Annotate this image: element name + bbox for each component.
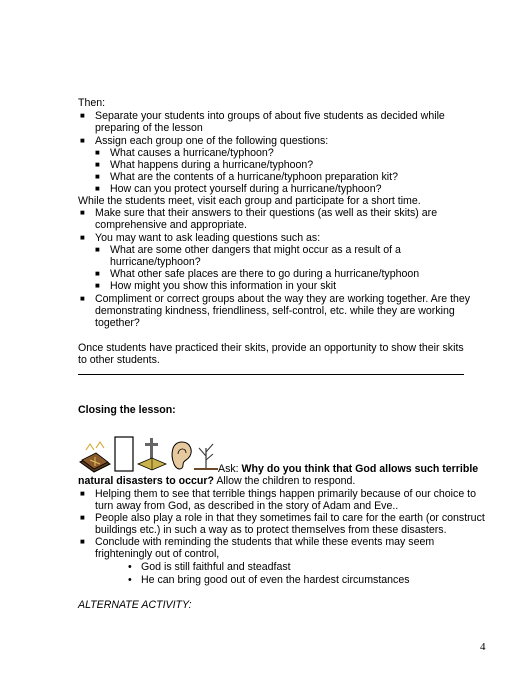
bullet-text: Compliment or correct groups about the way they are working together. Are they (95, 293, 471, 305)
bullet-text: People also play a role in that they sometimes fail to care for the earth (or construct (95, 512, 485, 524)
square-bullet: ■ (80, 489, 85, 498)
bullet-text: preparing of the lesson (95, 122, 203, 134)
sub-bullet-text: God is still faithful and steadfast (141, 561, 291, 573)
leading-question: What are some other dangers that might occur as a result of a (110, 244, 401, 256)
ask-line-continued (78, 475, 355, 487)
question-item: How can you protect yourself during a hurricane/typhoon? (110, 183, 382, 195)
square-bullet: ■ (80, 513, 85, 522)
sub-bullet-text: He can bring good out of even the hardest circumstances (141, 574, 410, 586)
blank-frame-icon (115, 437, 133, 471)
bullet-text: Helping them to see that terrible things happen primarily because of our choice to (95, 488, 477, 500)
ask-question: natural disasters to occur? (78, 475, 214, 487)
square-bullet: ■ (95, 148, 100, 157)
question-item: What happens during a hurricane/typhoon? (110, 159, 314, 171)
square-bullet: ■ (80, 136, 85, 145)
question-item: What are the contents of a hurricane/typhoon preparation kit? (110, 171, 398, 183)
leading-question: What other safe places are there to go during a hurricane/typhoon (110, 268, 420, 280)
paragraph-text: While the students meet, visit each group and participate for a short time. (78, 195, 421, 207)
bullet-text: Assign each group one of the following questions: (95, 135, 329, 147)
bullet-text: turn away from God, as described in the story of Adam and Eve.. (95, 500, 399, 512)
square-bullet: ■ (80, 208, 85, 217)
then-label: Then: (78, 97, 106, 109)
square-bullet: ■ (80, 111, 85, 120)
bible-icon (80, 442, 110, 472)
alternate-activity-heading: ALTERNATE ACTIVITY: (78, 599, 192, 611)
bullet-text: Conclude with reminding the students that while these events may seem (95, 536, 435, 548)
page-number: 4 (480, 641, 486, 653)
square-bullet: ■ (80, 294, 85, 303)
ask-instruction: Allow the children to respond. (214, 475, 356, 487)
ask-label: Ask: (218, 463, 242, 475)
ask-question: Why do you think that God allows such terrible (241, 463, 479, 475)
bullet-text: You may want to ask leading questions such as: (95, 232, 321, 244)
square-bullet: ■ (95, 184, 100, 193)
square-bullet: ■ (95, 172, 100, 181)
bullet-text: Make sure that their answers to their questions (as well as their skits) are (95, 207, 438, 219)
leading-question: How might you show this information in your skit (110, 280, 337, 292)
ask-line (218, 463, 478, 475)
bullet-text: comprehensive and appropriate. (95, 219, 247, 231)
bullet-text: demonstrating kindness, friendliness, self-control, etc. while they are working (95, 305, 455, 317)
closing-heading: Closing the lesson: (78, 404, 176, 416)
paragraph-text: Once students have practiced their skits, provide an opportunity to show their skits (78, 342, 464, 354)
square-bullet: ■ (95, 245, 100, 254)
ear-icon (172, 442, 191, 469)
sprout-icon (194, 444, 218, 469)
bullet-text: frighteningly out of control, (95, 548, 220, 560)
paragraph-text: to other students. (78, 354, 160, 366)
square-bullet: ■ (95, 269, 100, 278)
square-bullet: ■ (80, 233, 85, 242)
square-bullet: ■ (95, 281, 100, 290)
question-item: What causes a hurricane/typhoon? (110, 147, 274, 159)
bullet-text: buildings etc.) in such a way as to protect themselves from these disasters. (95, 524, 447, 536)
dot-bullet: • (128, 574, 132, 586)
clipart-icon-row (78, 434, 218, 474)
square-bullet: ■ (80, 537, 85, 546)
cross-book-icon (138, 438, 166, 470)
bullet-text: Separate your students into groups of about five students as decided while (95, 110, 445, 122)
dot-bullet: • (128, 561, 132, 573)
leading-question: hurricane/typhoon? (110, 256, 201, 268)
bullet-text: together? (95, 317, 140, 329)
square-bullet: ■ (95, 160, 100, 169)
horizontal-divider (78, 374, 464, 375)
